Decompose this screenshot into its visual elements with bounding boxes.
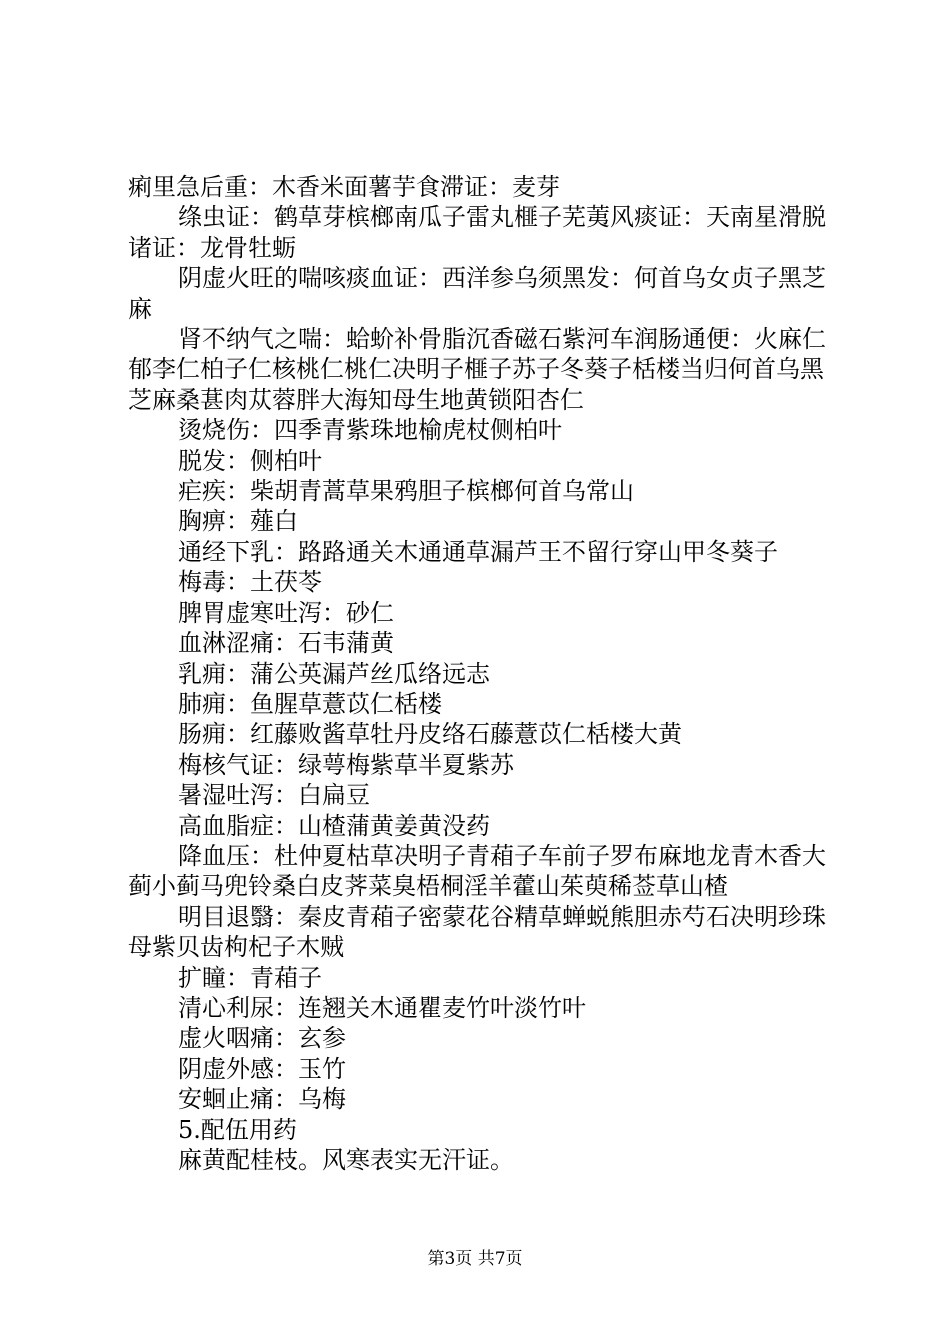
paragraph: 暑湿吐泻：白扁豆 <box>178 781 370 810</box>
document-body <box>128 172 838 1175</box>
paragraph: 梅毒：土茯苓 <box>178 568 322 597</box>
paragraph: 安蛔止痛：乌梅 <box>178 1085 346 1114</box>
paragraph: 明目退翳：秦皮青葙子密蒙花谷精草蝉蜕熊胆赤芍石决明珍珠母紫贝齿枸杞子木贼 <box>128 902 826 962</box>
paragraph: 脾胃虚寒吐泻：砂仁 <box>178 598 394 627</box>
paragraph: 通经下乳：路路通关木通通草漏芦王不留行穿山甲冬葵子 <box>178 537 778 566</box>
paragraph: 痢里急后重：木香米面薯芋食滞证：麦芽 <box>128 173 560 201</box>
paragraph: 虚火咽痛：玄参 <box>178 1024 346 1053</box>
paragraph: 清心利尿：连翘关木通瞿麦竹叶淡竹叶 <box>178 993 586 1022</box>
page-footer: 第3页 共7页 <box>427 1249 523 1269</box>
paragraph: 胸痹：薤白 <box>178 507 298 536</box>
section-heading: 5.配伍用药 <box>178 1115 297 1144</box>
paragraph: 肾不纳气之喘：蛤蚧补骨脂沉香磁石紫河车润肠通便：火麻仁郁李仁柏子仁核桃仁桃仁决明子榧子苏子冬葵子栝楼当归何首乌黑芝麻桑葚肉苁蓉胖大海知母生地黄锁阳杏仁 <box>128 325 826 414</box>
paragraph: 乳痈：蒲公英漏芦丝瓜络远志 <box>178 659 490 688</box>
paragraph: 脱发：侧柏叶 <box>178 446 322 475</box>
paragraph: 阴虚火旺的喘咳痰血证：西洋参乌须黑发：何首乌女贞子黑芝麻 <box>128 264 826 323</box>
paragraph: 高血脂症：山楂蒲黄姜黄没药 <box>178 811 490 840</box>
paragraph: 麻黄配桂枝。风寒表实无汗证。 <box>178 1146 514 1174</box>
paragraph: 烫烧伤：四季青紫珠地榆虎杖侧柏叶 <box>178 416 562 445</box>
paragraph: 疟疾：柴胡青蒿草果鸦胆子槟榔何首乌常山 <box>178 477 634 506</box>
paragraph: 阴虚外感：玉竹 <box>178 1054 346 1083</box>
paragraph: 降血压：杜仲夏枯草决明子青葙子车前子罗布麻地龙青木香大蓟小蓟马兜铃桑白皮荠菜臭梧桐淫羊藿山茱萸稀莶草山楂 <box>128 841 826 901</box>
paragraph: 绦虫证：鹤草芽槟榔南瓜子雷丸榧子芜荑风痰证：天南星滑脱诸证：龙骨牡蛎 <box>128 203 826 262</box>
paragraph: 肠痈：红藤败酱草牡丹皮络石藤薏苡仁栝楼大黄 <box>178 720 682 749</box>
paragraph: 扩瞳：青葙子 <box>178 963 322 992</box>
paragraph: 血淋涩痛：石韦蒲黄 <box>178 629 394 658</box>
paragraph: 肺痈：鱼腥草薏苡仁栝楼 <box>178 689 442 718</box>
paragraph: 梅核气证：绿萼梅紫草半夏紫苏 <box>178 750 514 779</box>
